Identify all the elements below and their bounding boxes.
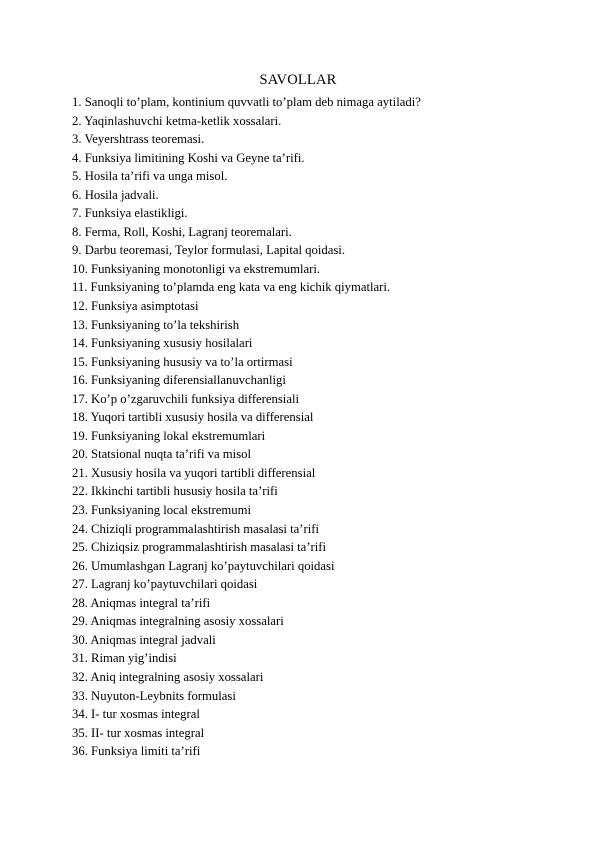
question-list <box>72 93 421 761</box>
question-item: 33. Nuyuton-Leybnits formulasi <box>72 688 236 703</box>
question-item: 26. Umumlashgan Lagranj ko’paytuvchilari qoidasi <box>72 558 335 573</box>
question-item: 20. Statsional nuqta ta’rifi va misol <box>72 447 252 462</box>
question-item: 12. Funksiya asimptotasi <box>72 299 199 314</box>
question-item: 17. Ko’p o’zgaruvchili funksiya differensiali <box>72 391 300 406</box>
question-item: 2. Yaqinlashuvchi ketma-ketlik xossalari. <box>72 113 282 128</box>
question-item: 6. Hosila jadvali. <box>72 187 159 202</box>
question-item: 29. Aniqmas integralning asosiy xossalari <box>72 614 284 629</box>
question-item: 28. Aniqmas integral ta’rifi <box>72 595 211 610</box>
question-item: 10. Funksiyaning monotonligi va ekstremumlari. <box>72 261 321 276</box>
question-item: 8. Ferma, Roll, Koshi, Lagranj teoremalari. <box>72 224 292 239</box>
question-item: 1. Sanoqli to’plam, kontinium quvvatli to’plam deb nimaga aytiladi? <box>72 95 421 109</box>
question-item: 18. Yuqori tartibli xususiy hosila va differensial <box>72 410 314 425</box>
question-item: 7. Funksiya elastikligi. <box>72 206 188 221</box>
question-item: 31. Riman yig’indisi <box>72 651 177 666</box>
question-item: 30. Aniqmas integral jadvali <box>72 632 216 647</box>
question-item: 27. Lagranj ko’paytuvchilari qoidasi <box>72 577 258 592</box>
question-item: 19. Funksiyaning lokal ekstremumlari <box>72 428 266 443</box>
question-item: 35. II- tur xosmas integral <box>72 725 205 740</box>
question-item: 22. Ikkinchi tartibli hususiy hosila ta’rifi <box>72 484 278 499</box>
question-item: 32. Aniq integralning asosiy xossalari <box>72 669 264 684</box>
question-item: 21. Xususiy hosila va yuqori tartibli differensial <box>72 465 316 480</box>
page-title: SAVOLLAR <box>259 72 337 88</box>
question-item: 25. Chiziqsiz programmalashtirish masalasi ta’rifi <box>72 540 327 555</box>
question-item: 16. Funksiyaning diferensiallanuvchanligi <box>72 373 286 388</box>
question-item: 11. Funksiyaning to’plamda eng kata va eng kichik qiymatlari. <box>72 280 391 295</box>
question-item: 3. Veyershtrass teoremasi. <box>72 132 205 147</box>
question-item: 34. I- tur xosmas integral <box>72 707 200 722</box>
question-item: 23. Funksiyaning local ekstremumi <box>72 503 252 518</box>
question-item: 5. Hosila ta’rifi va unga misol. <box>72 169 228 184</box>
question-item: 13. Funksiyaning to’la tekshirish <box>72 317 240 332</box>
question-item: 14. Funksiyaning xususiy hosilalari <box>72 336 253 351</box>
question-item: 36. Funksiya limiti ta’rifi <box>72 744 201 759</box>
question-item: 9. Darbu teoremasi, Teylor formulasi, Lapital qoidasi. <box>72 243 345 258</box>
question-item: 4. Funksiya limitining Koshi va Geyne ta’rifi. <box>72 150 305 165</box>
question-item: 15. Funksiyaning hususiy va to’la ortirmasi <box>72 354 293 369</box>
question-item: 24. Chiziqli programmalashtirish masalasi ta’rifi <box>72 521 319 536</box>
